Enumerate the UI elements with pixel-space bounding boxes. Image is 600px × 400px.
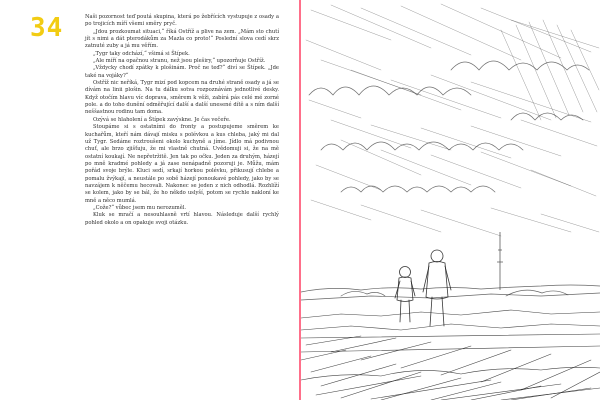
- cliff-ground: [301, 310, 600, 400]
- sky-hatching: [306, 4, 599, 236]
- paragraph: „Jdou prozkoumat situaci,“ říká Ostříž a plive na zem. „Mám sto chutí jít s nimi a dát pterodákům za Mazla co proto!“ Poslední slova cedí skrz zatnuté zuby a já mu věřím.: [85, 28, 279, 50]
- paragraph: „Ale míří na opačnou stranu, než jsou pleširy,“ upozorňuje Ostříž.: [93, 58, 266, 65]
- paragraph: Ostříž nic neříká, Tygr mizí pod kopcem na druhé straně osady a já se dívám na linii plošin. Na tu dálku sotva rozpoznávám jednotlivé desky. Když otočím hlavu víc doprava, směrem k věži, zabírá pás celé mé zorné pole. a do toho dunění odměřující další a další unesené dítě a s ním další neššastnou rodinu tam doma.: [85, 80, 279, 116]
- right-page: [301, 0, 600, 400]
- paragraph: Kluk se mračí a nesouhlasně vrtí hlavou. Následuje další rychlý pohled okolo a on opakuje svoji otázku.: [85, 212, 279, 226]
- paragraph: Stoupáme si s ostatními do fronty a postupujeme směrem ke kuchařům, kteří nám dávají misku s polévkou a kus chleba, jaký mi dal už Tygr. Sedáme roztroušeni okolo kuchyně a jíme. Jídlo má podivnou chuť, ale brzo zjišťuju, že mi vlastně chutná. Uvědomuji si, že na mě ostatní koukají. Ne nepřetržitě. Jen tak po očku. Jeden za druhým, házejí po mně kradmé pohledy a já zase nenápadně pozoruji je. Můžu, mám pořád svoje brýle. Kluci sedí, srkají horkou polévku, přikusují chlebe a pomalu žvýkají, a neustále po sobě házejí ponoukavé pohledy, jako by se navzájem k něčemu hecovali. Nakonec se jeden z nich odhodlá. Rozhlíží se kolem, jako by se bál, že ho někdo uslyší, potom se rychle nakloní ke mně a něco mumlá.: [85, 124, 279, 204]
- paragraph: „Cože?“ vůbec jsem mu nerozuměl.: [93, 204, 187, 211]
- paragraph: Ozývá se hlaholení a Štípek zavýskne. Je čas večeře.: [93, 116, 231, 123]
- body-text: [85, 14, 279, 227]
- paragraph: „Tygr taky odchází,“ všimá si Štípek.: [93, 50, 190, 57]
- cloud-scallops: [309, 61, 589, 192]
- pencil-sketch-illustration: [301, 0, 600, 400]
- page-number: 34: [30, 13, 64, 43]
- tower-sketch: [497, 232, 503, 290]
- paragraph: „Vždycky chodí zpátky k plošinám. Proč ne teď?“ diví se Štípek. „Jde také na vojáky?“: [85, 65, 279, 79]
- paragraph: Naši pozornost teď poutá skupina, která po žebřících vystupuje z osady a po trojicích míří všemi směry pryč.: [85, 14, 279, 28]
